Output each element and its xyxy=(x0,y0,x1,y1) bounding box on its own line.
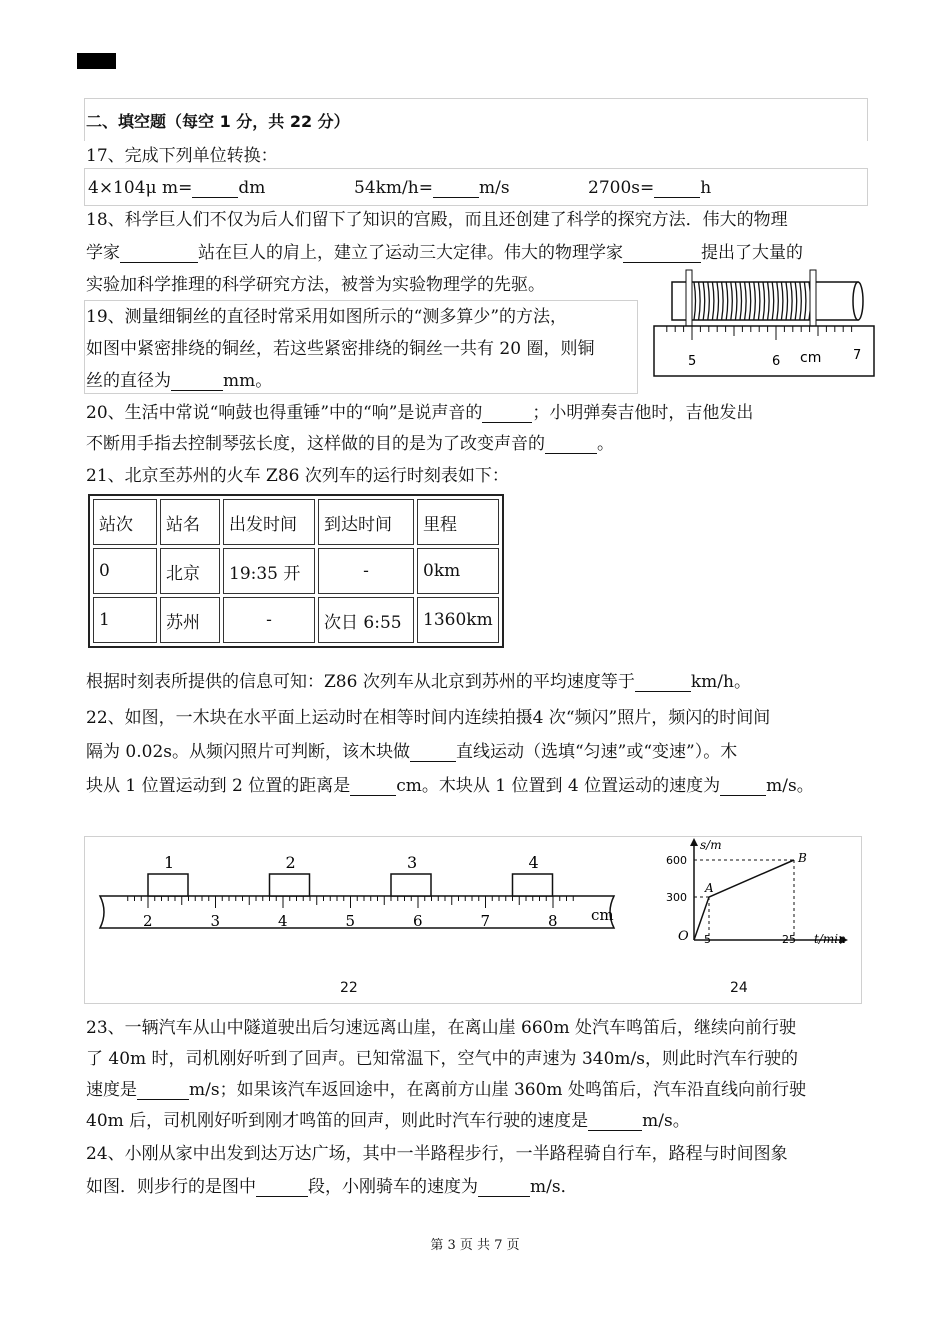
marker-left xyxy=(686,270,692,330)
q20-text: 不断用手指去控制琴弦长度，这样做的目的是为了改变声音的 xyxy=(86,434,545,454)
answer-blank[interactable] xyxy=(545,437,597,454)
y-axis-label: s/m xyxy=(700,838,722,852)
st-graph-figure xyxy=(664,836,854,956)
marker-right xyxy=(810,270,816,330)
q18-text: 学家 xyxy=(86,243,120,263)
q23-line-1: 23、一辆汽车从山中隧道驶出后匀速远离山崖，在离山崖 660m 处汽车鸣笛后，继续向前行驶 xyxy=(86,1018,797,1038)
table-row xyxy=(93,548,499,594)
q21-text: km/h。 xyxy=(690,672,751,692)
ruler-label: 5 xyxy=(345,912,356,930)
table-cell: 19:35 开 xyxy=(223,548,315,594)
answer-blank[interactable] xyxy=(350,779,396,796)
q19-line-3 xyxy=(86,371,272,391)
answer-blank[interactable] xyxy=(720,779,766,796)
y-tick-label: 300 xyxy=(666,891,687,904)
table-cell: 0 xyxy=(93,548,157,594)
answer-blank[interactable] xyxy=(635,675,691,692)
q18-line-3: 实验加科学推理的科学研究方法，被誉为实验物理学的先驱。 xyxy=(86,275,545,295)
answer-blank[interactable] xyxy=(623,246,701,263)
x-tick-label: 25 xyxy=(782,933,796,946)
ruler-label: 6 xyxy=(413,912,423,930)
answer-blank[interactable] xyxy=(482,406,532,423)
ruler-label: 4 xyxy=(278,912,288,930)
q22-text: 块从 1 位置运动到 2 位置的距离是 xyxy=(86,776,351,796)
point-b-label: B xyxy=(798,851,807,865)
q22-text: 直线运动（选填“匀速”或“变速”）。木 xyxy=(455,742,738,762)
q20-text: ；小明弹奏吉他时，吉他发出 xyxy=(532,403,754,423)
q24-line-1: 24、小刚从家中出发到达万达广场，其中一半路程步行，一半路程骑自行车，路程与时间图象 xyxy=(86,1144,788,1164)
table-header: 里程 xyxy=(417,499,499,545)
wood-block xyxy=(391,874,431,896)
answer-blank[interactable] xyxy=(192,181,238,198)
q17-c-prefix: 2700s= xyxy=(588,178,655,198)
q18-text: 提出了大量的 xyxy=(701,243,803,263)
answer-blank[interactable] xyxy=(171,374,223,391)
ruler-label: cm xyxy=(591,906,614,924)
wood-block xyxy=(270,874,310,896)
table-header: 站次 xyxy=(93,499,157,545)
q20-line-2 xyxy=(86,434,614,454)
q17-a-unit: dm xyxy=(238,178,266,198)
ruler-label: cm xyxy=(800,350,822,366)
q22-line-1: 22、如图，一木块在水平面上运动时在相等时间内连续拍摄4 次“频闪”照片，频闪的时间间 xyxy=(86,708,771,728)
table-cell: 苏州 xyxy=(160,597,220,643)
q22-text: cm。木块从 1 位置到 4 位置运动的速度为 xyxy=(396,776,721,796)
q17-item-c xyxy=(588,178,711,198)
q21-stem: 21、北京至苏州的火车 Z86 次列车的运行时刻表如下： xyxy=(86,466,509,486)
q17-item-b xyxy=(354,178,510,198)
table-header-row xyxy=(93,499,499,545)
q17-a-prefix: 4×104μ m= xyxy=(88,178,193,198)
q20-line-1 xyxy=(86,403,753,423)
table-header: 到达时间 xyxy=(318,499,414,545)
timetable xyxy=(88,494,504,648)
x-tick-label: 5 xyxy=(704,933,711,946)
ruler-label: 8 xyxy=(548,912,558,930)
point-a-label: A xyxy=(705,881,714,895)
ruler-label: 6 xyxy=(772,354,781,369)
table-cell: - xyxy=(223,597,315,643)
table-cell: 次日 6:55 xyxy=(318,597,414,643)
ruler-label: 2 xyxy=(143,912,153,930)
q17-b-prefix: 54km/h= xyxy=(354,178,433,198)
table-cell: 1360km xyxy=(417,597,499,643)
answer-blank[interactable] xyxy=(654,181,700,198)
q22-line-2 xyxy=(86,742,737,762)
block-label: 3 xyxy=(407,853,418,872)
q18-line-1: 18、科学巨人们不仅为后人们留下了知识的宫殿，而且还创建了科学的探究方法．伟大的物理 xyxy=(86,210,788,230)
ruler-label: 5 xyxy=(688,354,697,369)
q24-text: 段，小刚骑车的速度为 xyxy=(308,1177,478,1197)
table-cell: 1 xyxy=(93,597,157,643)
answer-blank[interactable] xyxy=(433,181,479,198)
q18-text: 站在巨人的肩上，建立了运动三大定律。伟大的物理学家 xyxy=(198,243,623,263)
ruler-label: 7 xyxy=(480,912,491,930)
y-axis-arrow xyxy=(690,838,698,846)
figure-22-caption: 22 xyxy=(340,980,358,996)
q19-line-2: 如图中紧密排绕的铜丝，若这些紧密排绕的铜丝一共有 20 圈，则铜 xyxy=(86,339,595,359)
q23-line-4 xyxy=(86,1111,690,1131)
q17-item-a xyxy=(88,178,265,198)
ruler-label: 3 xyxy=(210,912,221,930)
q23-line-2: 了 40m 时，司机刚好听到了回声。已知常温下，空气中的声速为 340m/s，则此时汽车行驶的 xyxy=(86,1049,798,1069)
page-footer: 第 3 页 共 7 页 xyxy=(430,1238,520,1253)
origin-label: O xyxy=(678,929,689,944)
wood-block xyxy=(148,874,188,896)
flash-ruler-figure xyxy=(92,846,632,942)
q23-text: m/s；如果该汽车返回途中，在离前方山崖 360m 处鸣笛后，汽车沿直线向前行驶 xyxy=(189,1080,806,1100)
block-label: 2 xyxy=(285,853,296,872)
coil-end xyxy=(853,282,863,320)
q17-c-unit: h xyxy=(700,178,712,198)
table-cell: - xyxy=(318,548,414,594)
q20-text: 。 xyxy=(597,434,614,454)
y-tick-label: 600 xyxy=(666,854,687,867)
q21-after xyxy=(86,672,751,692)
q20-text: 20、生活中常说“响鼓也得重锤”中的“响”是说声音的 xyxy=(86,403,483,423)
table-row xyxy=(93,597,499,643)
wood-block xyxy=(513,874,553,896)
q23-text: 40m 后，司机刚好听到刚才鸣笛的回声，则此时汽车行驶的速度是 xyxy=(86,1111,589,1131)
answer-blank[interactable] xyxy=(256,1180,308,1197)
table-cell: 北京 xyxy=(160,548,220,594)
answer-blank[interactable] xyxy=(588,1114,642,1131)
block-label: 1 xyxy=(164,853,175,872)
coil-ruler-figure xyxy=(650,268,876,378)
answer-blank[interactable] xyxy=(410,745,456,762)
ruler-label: 7 xyxy=(853,348,862,363)
header-black-tab xyxy=(77,53,116,69)
figure-24-caption: 24 xyxy=(730,980,748,996)
q17-stem: 17、完成下列单位转换： xyxy=(86,146,278,166)
table-cell: 0km xyxy=(417,548,499,594)
table-header: 站名 xyxy=(160,499,220,545)
q18-line-2 xyxy=(86,243,803,263)
answer-blank[interactable] xyxy=(120,246,198,263)
q21-text: 根据时刻表所提供的信息可知：Z86 次列车从北京到苏州的平均速度等于 xyxy=(86,672,635,692)
q22-text: m/s。 xyxy=(766,776,814,796)
table-header: 出发时间 xyxy=(223,499,315,545)
q19-text: mm。 xyxy=(223,371,273,391)
q22-line-3 xyxy=(86,776,814,796)
q22-text: 隔为 0.02s。从频闪照片可判断，该木块做 xyxy=(86,742,410,762)
block-label: 4 xyxy=(528,853,539,872)
q19-text: 丝的直径为 xyxy=(86,371,171,391)
ruler-body xyxy=(654,326,874,376)
answer-blank[interactable] xyxy=(137,1083,189,1100)
x-axis-label: t/min xyxy=(814,932,846,946)
q24-text: 如图．则步行的是图中 xyxy=(86,1177,256,1197)
q23-text: 速度是 xyxy=(86,1080,137,1100)
answer-blank[interactable] xyxy=(478,1180,530,1197)
q24-text: m/s． xyxy=(530,1177,578,1197)
section-title: 二、填空题（每空 1 分，共 22 分） xyxy=(86,112,350,131)
q23-text: m/s。 xyxy=(642,1111,690,1131)
q24-line-2 xyxy=(86,1177,578,1197)
q17-b-unit: m/s xyxy=(478,178,510,198)
q19-line-1: 19、测量细铜丝的直径时常采用如图所示的“测多算少”的方法， xyxy=(86,307,568,327)
q23-line-3 xyxy=(86,1080,806,1100)
